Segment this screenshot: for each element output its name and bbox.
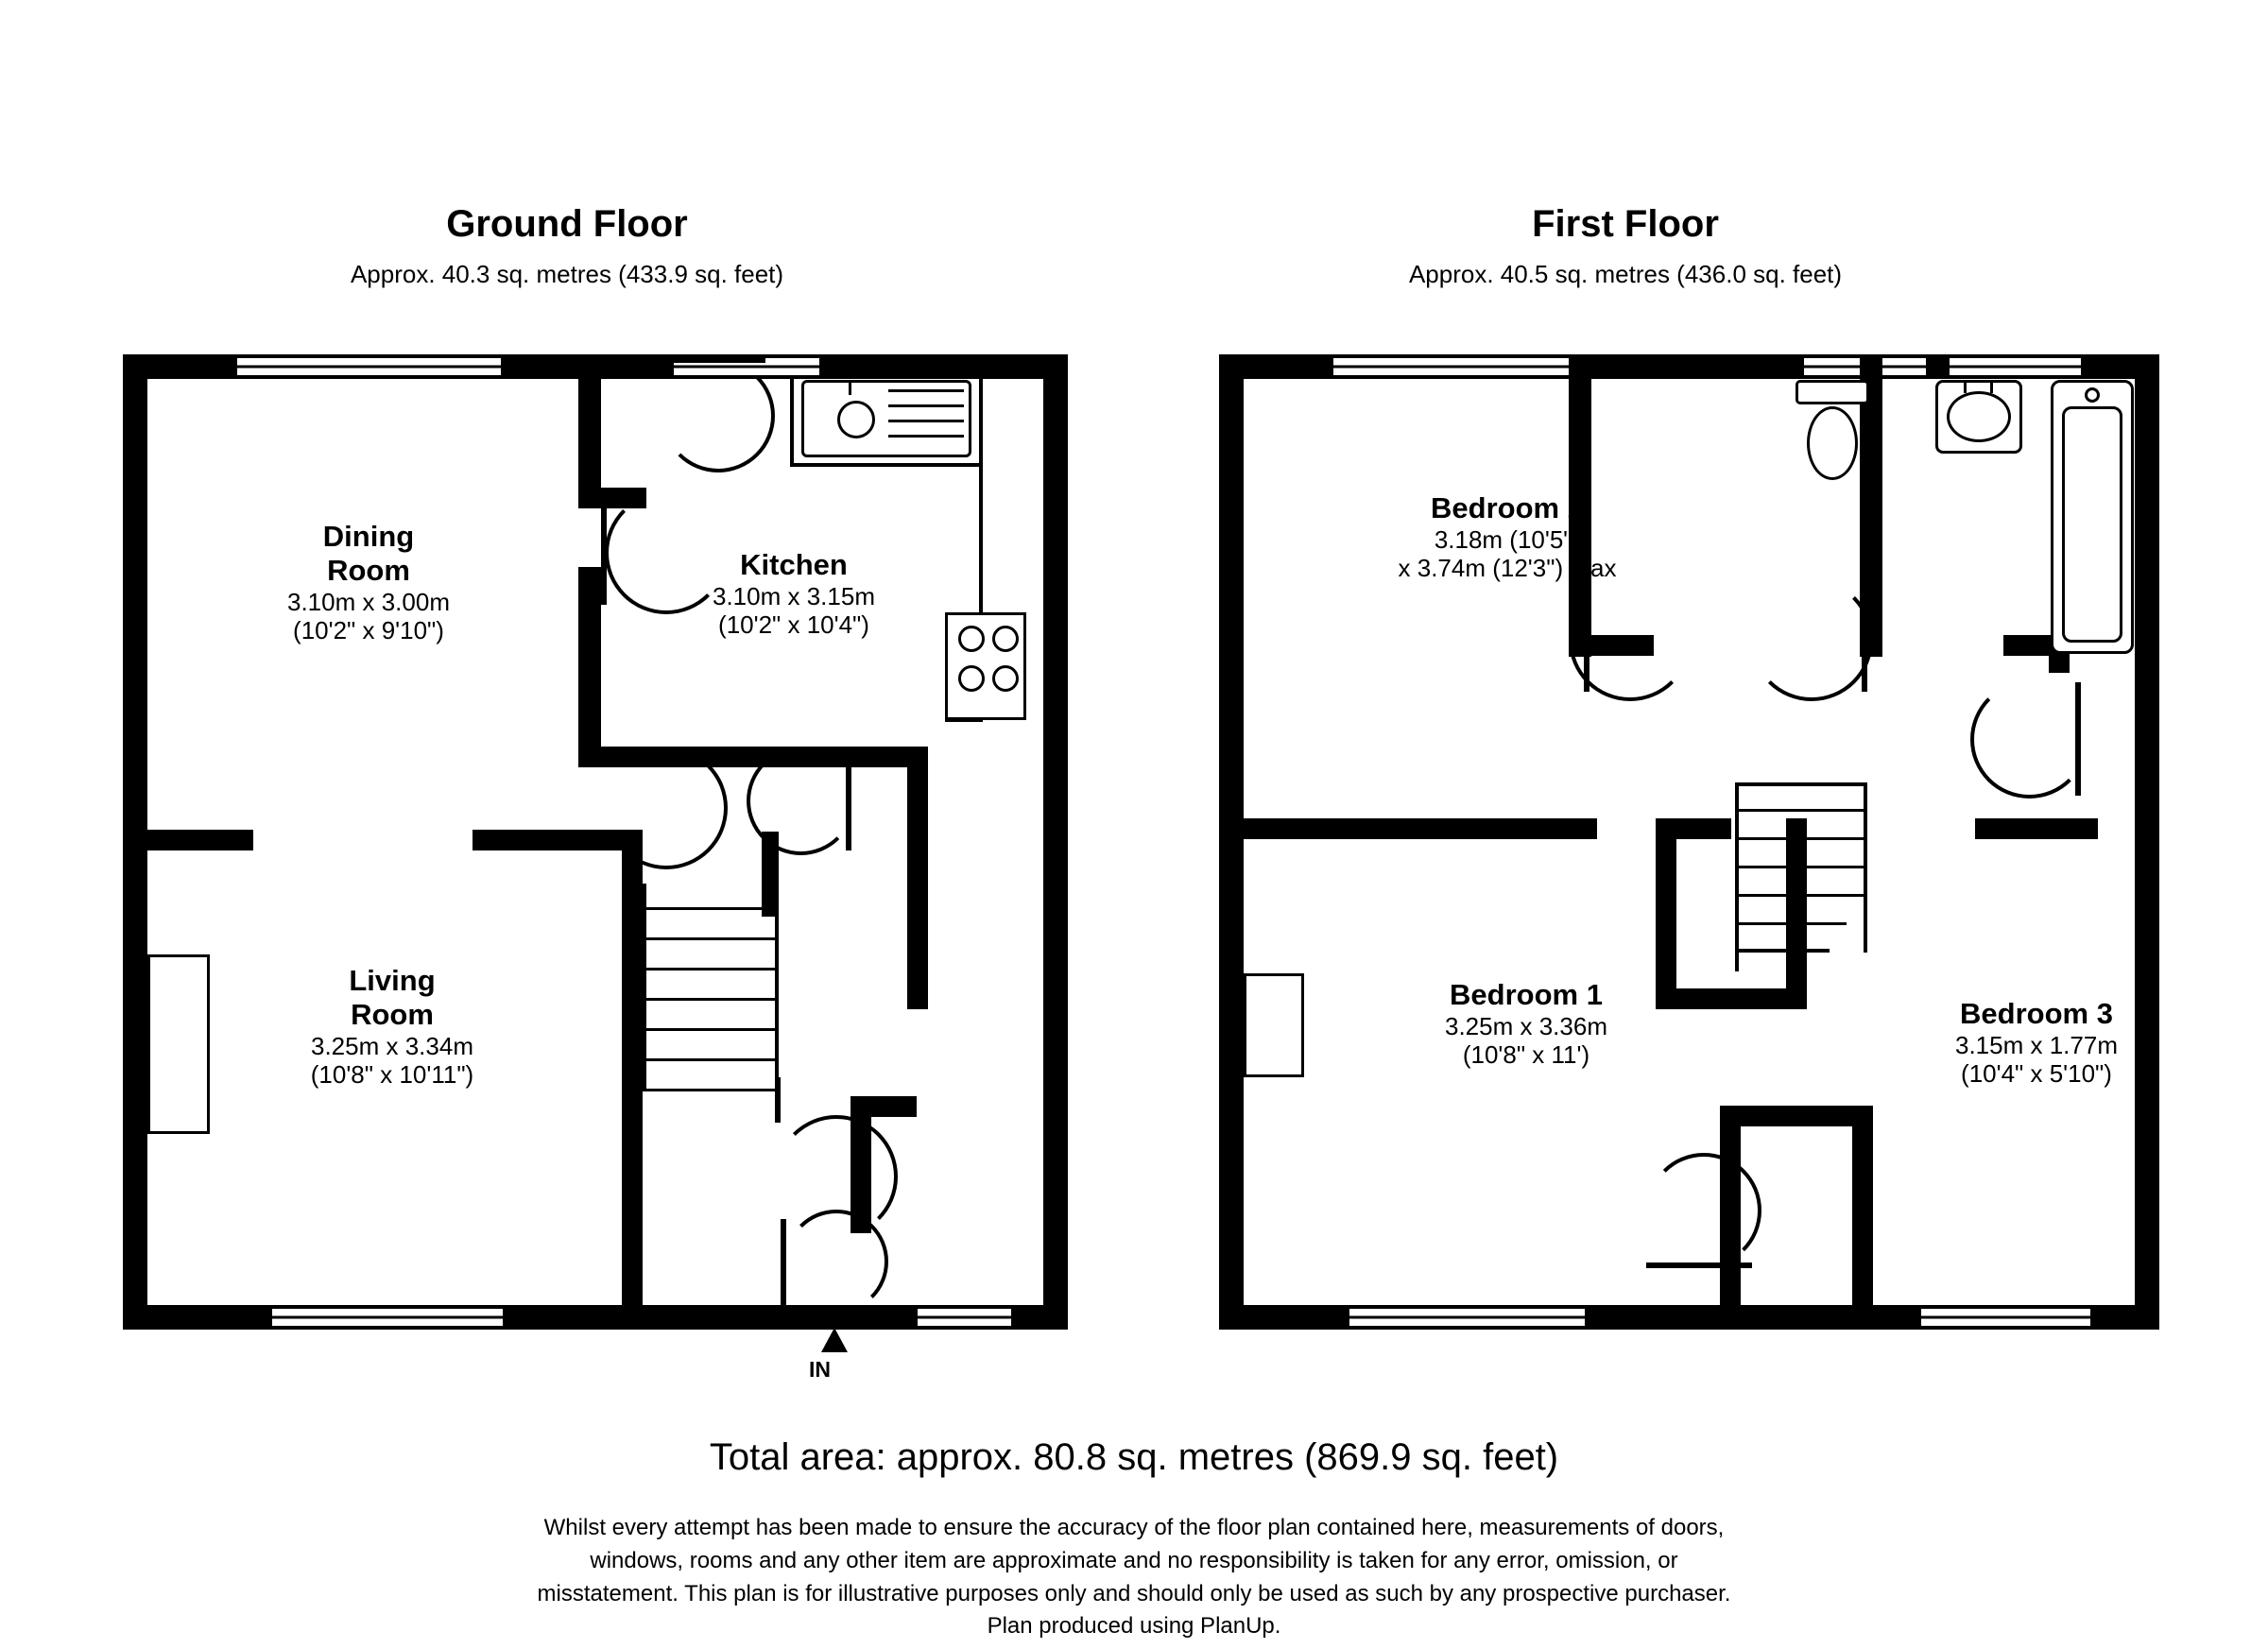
ff-wall-bed3-left (1852, 1106, 1873, 1309)
first-floor-subtitle: Approx. 40.5 sq. metres (436.0 sq. feet) (1408, 260, 1843, 288)
room-label-living-room: Living Room 3.25m x 3.34m (10'8" x 10'11") (310, 964, 474, 1090)
ff-door-leaf-bed2 (1584, 578, 1589, 692)
gf-wall-kitchen-hall (907, 747, 928, 869)
gf-wall-left-stub (123, 830, 253, 850)
gf-door-front-hall (662, 359, 775, 472)
entrance-arrow-icon (821, 1328, 848, 1352)
gf-door-leaf-4 (775, 1077, 781, 1123)
gf-wall-right (1043, 354, 1068, 1330)
ff-wall-right (2135, 354, 2159, 1330)
ff-window-bed1-bottom (1347, 1306, 1588, 1329)
ff-window-bed3-bottom (1918, 1306, 2093, 1329)
gf-door-leaf-5 (781, 1219, 786, 1314)
room-label-dining-room: Dining Room 3.10m x 3.00m (10'2" x 9'10") (287, 520, 450, 645)
ff-door-bathroom (1970, 680, 2088, 799)
ff-door-landing (1750, 578, 1873, 701)
gf-wall-dining-kitchen-upper (578, 354, 601, 491)
ff-wall-landing-nib (1656, 818, 1731, 839)
ff-window-bathroom-top (1947, 355, 2084, 378)
disclaimer-block (0, 1512, 2268, 1643)
ff-door-bedroom-1 (1646, 1153, 1761, 1268)
ff-door-leaf-landing (1862, 578, 1867, 692)
entrance-label: IN (809, 1357, 831, 1382)
disclaimer-line-2: windows, rooms and any other item are approximate and no responsibility is taken for any error, omission, or (590, 1547, 1678, 1573)
room-label-bedroom-2: Bedroom 2 3.18m (10'5") x 3.74m (12'3") max (1398, 491, 1617, 583)
room-label-bedroom-3: Bedroom 3 3.15m x 1.77m (10'4" x 5'10") (1955, 997, 2118, 1089)
disclaimer-line-4: Plan produced using PlanUp. (987, 1613, 1281, 1640)
gf-window-living-bottom (269, 1306, 506, 1329)
gf-window-hall-bottom (915, 1306, 1014, 1329)
gf-window-dining-top (234, 355, 504, 378)
room-label-bedroom-1: Bedroom 1 3.25m x 3.36m (10'8" x 11') (1445, 978, 1607, 1070)
gf-door-leaf-1 (662, 357, 765, 363)
ground-floor-title: Ground Floor (446, 203, 688, 245)
total-area-text: Total area: approx. 80.8 sq. metres (869.9 sq. feet) (709, 1436, 1559, 1478)
room-label-kitchen: Kitchen 3.10m x 3.15m (10'2" x 10'4") (713, 548, 875, 640)
ff-wall-bed1-top (1219, 818, 1597, 839)
gf-door-kitchen-hall (605, 747, 728, 869)
disclaimer-line-1: Whilst every attempt has been made to ensure the accuracy of the floor plan contained here, measurements of doors, (543, 1515, 1725, 1540)
ff-wall-landing-right (1786, 818, 1807, 1009)
gf-wall-hall-left (622, 830, 643, 1321)
ff-wall-left (1219, 354, 1244, 1330)
first-floor-title: First Floor (1532, 203, 1719, 245)
fireplace-bedroom-1 (1244, 973, 1304, 1077)
ff-wall-cupboard-top (1720, 1106, 1873, 1126)
ground-floor-subtitle: Approx. 40.3 sq. metres (433.9 sq. feet) (350, 260, 784, 288)
gf-door-entrance (784, 1210, 888, 1314)
ff-window-bed2-top (1331, 355, 1576, 378)
ff-door-leaf-bed1 (1646, 1263, 1752, 1268)
ff-door-leaf-bathroom (2075, 682, 2081, 796)
ff-wall-bed3-top (1975, 818, 2098, 839)
disclaimer-line-3: misstatement. This plan is for illustrative purposes only and should only be used as such by any prospective purchaser. (537, 1580, 1731, 1606)
gf-wall-porch-top (850, 1096, 917, 1117)
gf-door-kitchen (747, 747, 855, 855)
